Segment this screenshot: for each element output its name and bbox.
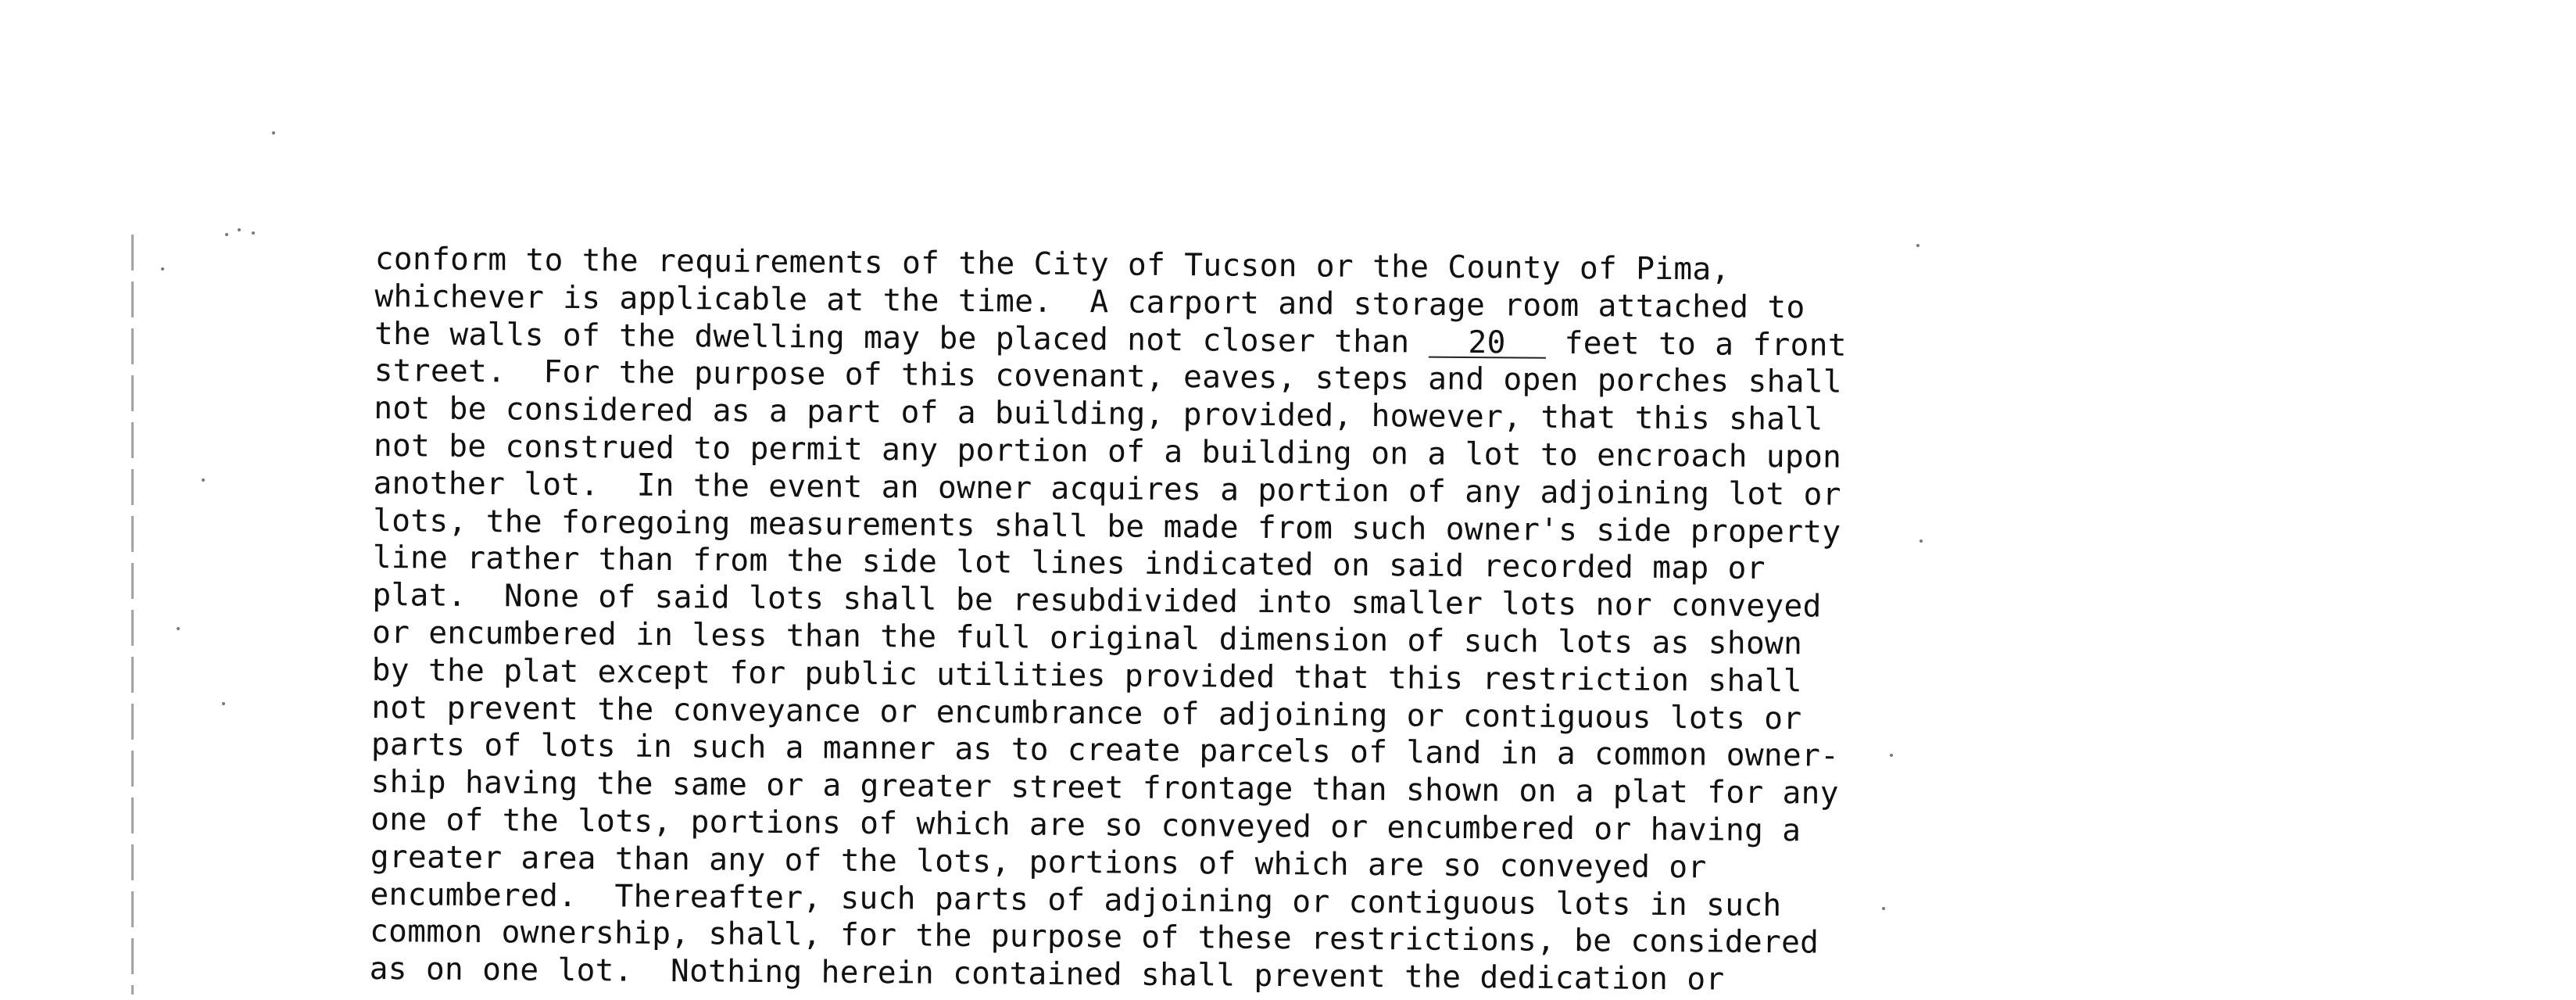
text-line: not be construed to permit any portion of a building on a lot to encroach upon bbox=[373, 427, 1842, 475]
text-line: lots, the foregoing measurements shall be made from such owner's side property bbox=[373, 502, 1841, 550]
text-line: not be considered as a part of a building, provided, however, that this shall bbox=[374, 390, 1823, 438]
scan-speck bbox=[1916, 244, 1919, 247]
scan-speck bbox=[238, 228, 241, 231]
scan-speck bbox=[252, 231, 255, 235]
text-line: greater area than any of the lots, portions of which are so conveyed or bbox=[370, 838, 1707, 886]
scan-speck bbox=[1890, 754, 1893, 757]
text-line: street. For the purpose of this covenant, eaves, steps and open porches shall bbox=[374, 353, 1843, 401]
scan-speck bbox=[1919, 539, 1923, 543]
scan-speck bbox=[202, 478, 205, 482]
text-line: not prevent the conveyance or encumbrance of adjoining or contiguous lots or bbox=[371, 689, 1802, 737]
text-line: by the plat except for public utilities provided that this restriction shall bbox=[371, 651, 1802, 700]
scan-speck bbox=[272, 131, 275, 134]
scan-speck bbox=[225, 233, 228, 236]
text-line: whichever is applicable at the time. A carport and storage room attached to bbox=[374, 278, 1805, 326]
scan-speck bbox=[177, 627, 180, 630]
text-line: or encumbered in less than the full original dimension of such lots as shown bbox=[371, 614, 1803, 662]
text-line: as on one lot. Nothing herein contained shall prevent the dedication or bbox=[369, 951, 1725, 998]
text-line: line rather than from the side lot lines indicated on said recorded map or bbox=[372, 539, 1766, 587]
text-line: parts of lots in such a manner as to create parcels of land in a common owner- bbox=[370, 726, 1840, 775]
text-line: conform to the requirements of the City of Tucson or the County of Pima, bbox=[374, 241, 1730, 288]
left-margin-rule bbox=[131, 235, 134, 995]
setback-text-after: feet to a front bbox=[1545, 324, 1848, 364]
scan-speck bbox=[222, 702, 225, 705]
setback-text-before: the walls of the dwelling may be placed not closer than bbox=[374, 315, 1429, 360]
scan-speck bbox=[161, 267, 164, 271]
text-line: encumbered. Thereafter, such parts of adjoining or contiguous lots in such bbox=[370, 876, 1782, 923]
scan-speck bbox=[1882, 907, 1885, 910]
text-line: common ownership, shall, for the purpose of these restrictions, be considered bbox=[369, 913, 1819, 961]
text-line: one of the lots, portions of which are so conveyed or encumbered or having a bbox=[370, 801, 1801, 849]
covenant-text bbox=[369, 241, 1848, 1000]
text-line: plat. None of said lots shall be resubdivided into smaller lots nor conveyed bbox=[372, 577, 1822, 625]
text-line: ship having the same or a greater street frontage than shown on a plat for any bbox=[370, 764, 1840, 812]
text-line: another lot. In the event an owner acquires a portion of any adjoining lot or bbox=[373, 464, 1842, 513]
setback-distance-blank: 20 bbox=[1428, 328, 1545, 358]
